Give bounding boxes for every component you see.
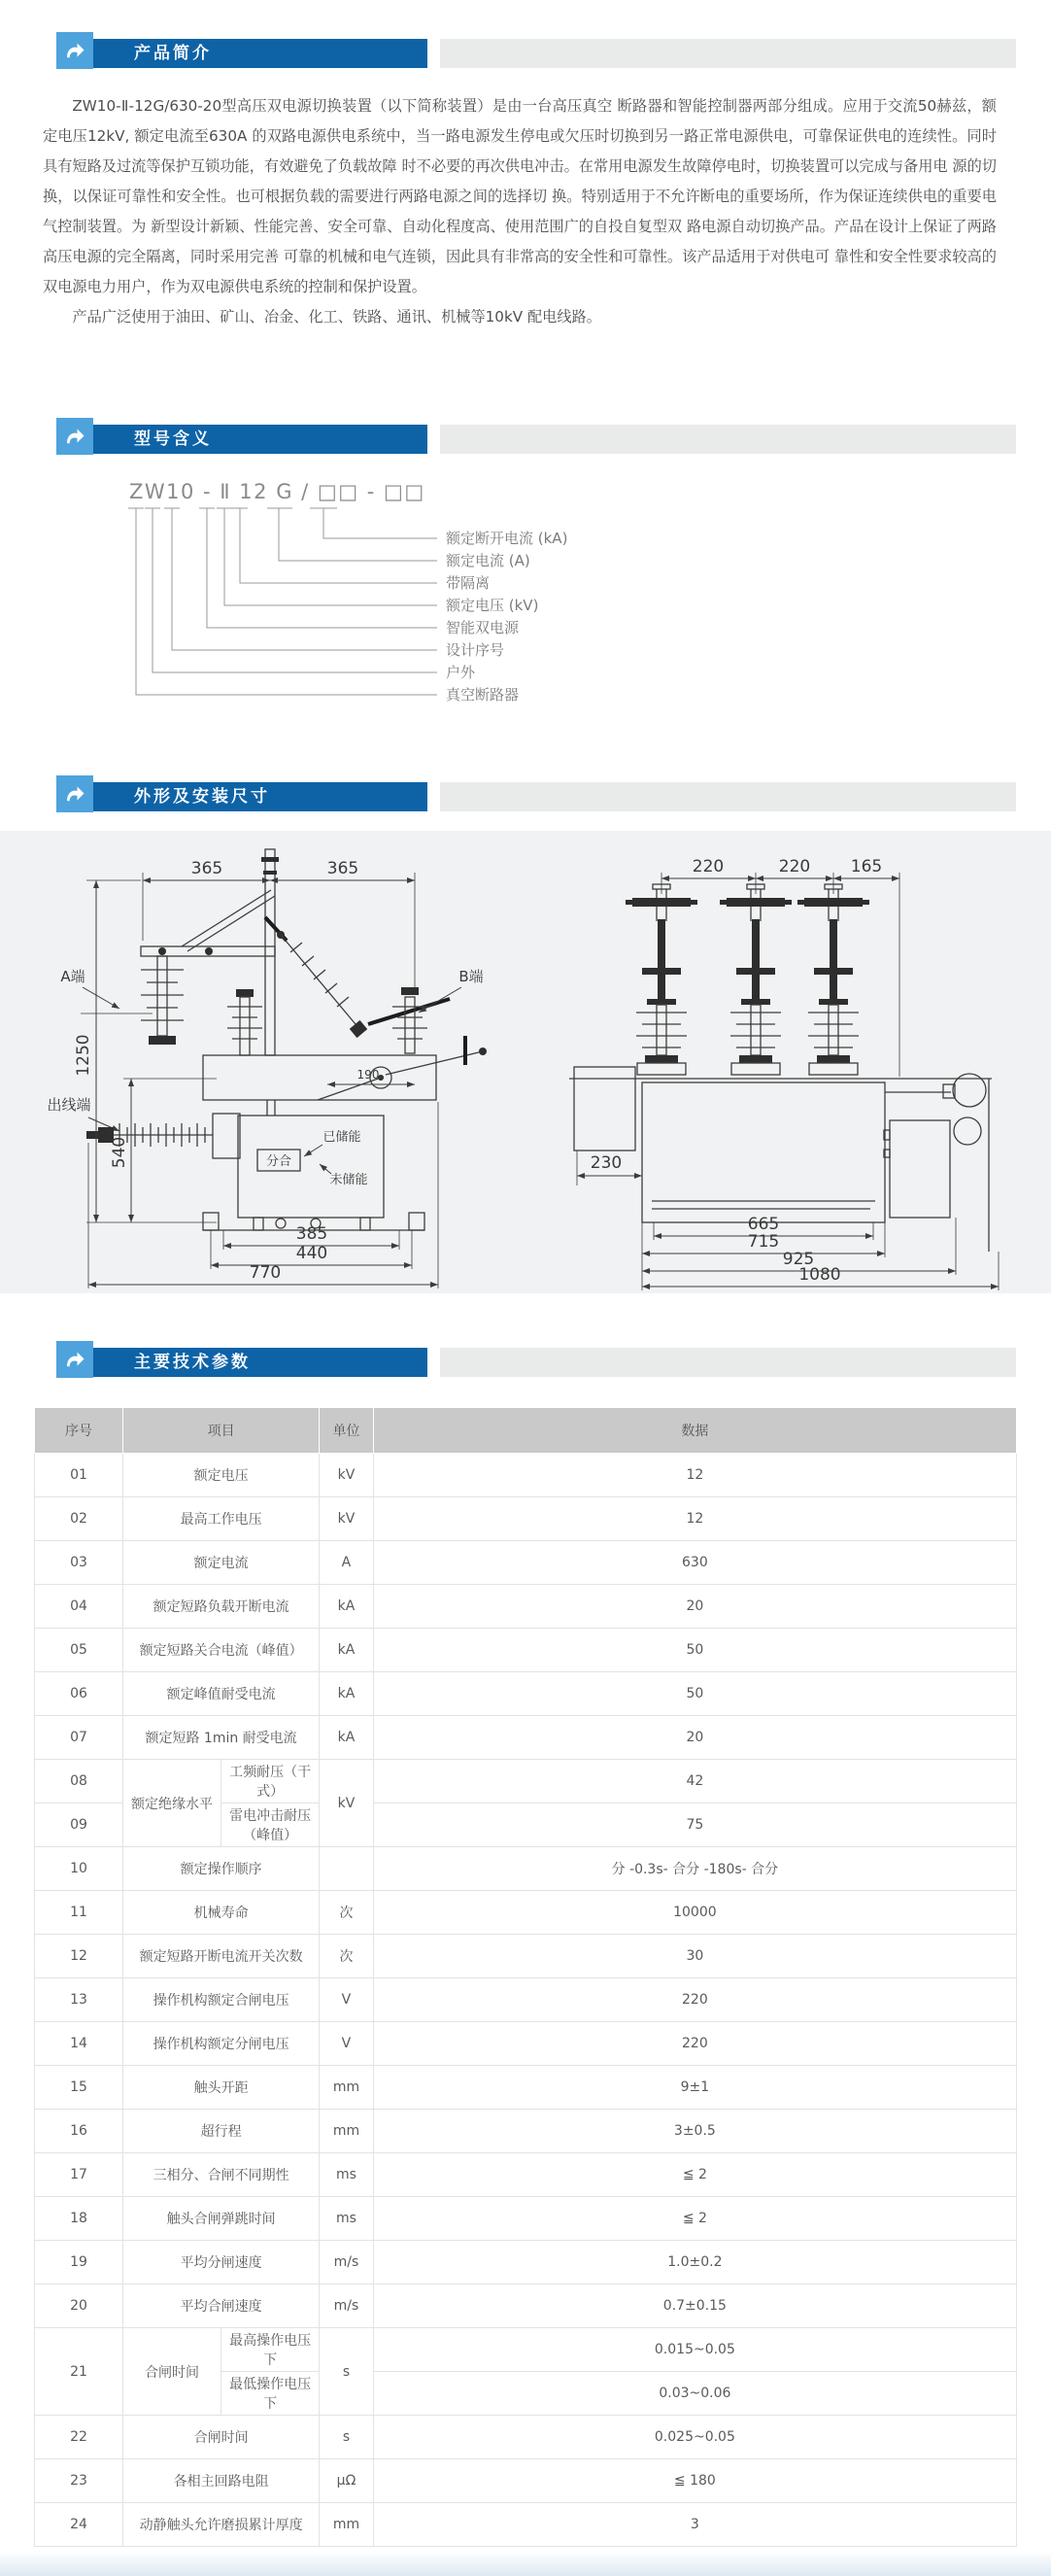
- cell-value: 30: [373, 1935, 1016, 1978]
- cell-item: 三相分、合闸不同期性: [122, 2153, 319, 2197]
- cell-item: 额定短路 1min 耐受电流: [122, 1716, 319, 1760]
- cell-no: 23: [35, 2459, 123, 2503]
- cell-item: 超行程: [122, 2110, 319, 2153]
- dim-1250: 1250: [73, 1034, 93, 1077]
- cell-no: 01: [35, 1454, 123, 1497]
- cell-item: 动静触头允许磨损累计厚度: [122, 2503, 319, 2547]
- cell-no: 08: [35, 1760, 123, 1803]
- section-strip: [440, 425, 1016, 454]
- cell-value: 分 -0.3s- 合分 -180s- 合分: [373, 1847, 1016, 1891]
- side-view-drawing: [26, 834, 517, 1290]
- header-cell-unit: 单位: [320, 1408, 374, 1454]
- cell-unit: kA: [320, 1716, 374, 1760]
- cell-item: 额定峰值耐受电流: [122, 1672, 319, 1716]
- cell-value: 20: [373, 1585, 1016, 1629]
- table-row: [35, 2503, 1017, 2547]
- cell-value: 0.7±0.15: [373, 2284, 1016, 2328]
- table-row: [35, 1541, 1017, 1585]
- label-a-end: A端: [59, 968, 85, 985]
- cell-value: 50: [373, 1672, 1016, 1716]
- dim-165: 165: [850, 857, 882, 876]
- dim-190: 190: [356, 1068, 379, 1082]
- cell-unit: kA: [320, 1672, 374, 1716]
- table-row: [35, 2110, 1017, 2153]
- cell-value: 75: [373, 1803, 1016, 1847]
- cell-value: 3: [373, 2503, 1016, 2547]
- section-strip: [440, 39, 1016, 68]
- cell-item: 操作机构额定合闸电压: [122, 1978, 319, 2022]
- table-row: [35, 2197, 1017, 2241]
- cell-unit: A: [320, 1541, 374, 1585]
- cell-no: 15: [35, 2066, 123, 2110]
- cell-value: 9±1: [373, 2066, 1016, 2110]
- cell-value: 1.0±0.2: [373, 2241, 1016, 2284]
- params-table-body: [35, 1454, 1017, 2547]
- cell-item: 最低操作电压下: [221, 2372, 320, 2416]
- cell-value: 0.03~0.06: [373, 2372, 1016, 2416]
- dim-365-right: 365: [326, 859, 358, 878]
- cell-no: 05: [35, 1629, 123, 1672]
- cell-item: 额定操作顺序: [122, 1847, 319, 1891]
- cell-value: 12: [373, 1454, 1016, 1497]
- cell-item: 额定短路开断电流开关次数: [122, 1935, 319, 1978]
- cell-value: 10000: [373, 1891, 1016, 1935]
- table-row: [35, 1760, 1017, 1803]
- table-row: [35, 1716, 1017, 1760]
- table-row: [35, 1454, 1017, 1497]
- front-view-drawing: [550, 834, 1026, 1290]
- cell-item: 合闸时间: [122, 2416, 319, 2459]
- arrow-icon: [56, 32, 93, 69]
- table-row: [35, 1629, 1017, 1672]
- cell-value: ≦ 180: [373, 2459, 1016, 2503]
- dimension-drawings-panel: [0, 831, 1051, 1293]
- table-row: [35, 2459, 1017, 2503]
- dim-925: 925: [782, 1250, 814, 1269]
- table-row: [35, 2153, 1017, 2197]
- label-outlet: 出线端: [46, 1096, 91, 1114]
- cell-unit: kA: [320, 1629, 374, 1672]
- cell-unit: kV: [320, 1497, 374, 1541]
- cell-no: 21: [35, 2328, 123, 2416]
- cell-item: 雷电冲击耐压（峰值）: [221, 1803, 320, 1847]
- intro-paragraph: ZW10-Ⅱ-12G/630-20型高压双电源切换装置（以下简称装置）是由一台高压真空 断路器和智能控制器两部分组成。应用于交流50赫兹，额定电压12kV, 额定电流至630A 的双路电源供电系统中，当一路电源发生停电或欠压时切换到另一路正常电源供电，可靠保证供电的连续性。同时具有短路及过流等保护互锁功能，有效避免了负载故障 时不必要的再次供电冲击。在常用电源发生故障停电时，切换装置可以完成与备用电 源的切换，以保证可靠性和安全性。也可根据负载的需要进行两路电源之间的选择切 换。特别适用于不允许断电的重要场所，作为保证连续供电的重要电气控制装置。为 新型设计新颖、性能完善、安全可靠、自动化程度高、使用范围广的自投自复型双 路电源自动切换产品。产品在设计上保证了两路高压电源的完全隔离，同时采用完善 可靠的机械和电气连锁，因此具有非常高的安全性和可靠性。该产品适用于对供电可 靠性和安全性要求较高的双电源电力用户，作为双电源供电系统的控制和保护设置。: [43, 97, 997, 295]
- cell-no: 17: [35, 2153, 123, 2197]
- cell-unit: m/s: [320, 2284, 374, 2328]
- cell-unit: mm: [320, 2503, 374, 2547]
- cell-item: 工频耐压（干式）: [221, 1760, 320, 1803]
- cell-no: 13: [35, 1978, 123, 2022]
- params-table: [34, 1408, 1017, 2547]
- cell-unit: kA: [320, 1585, 374, 1629]
- arrow-icon: [56, 775, 93, 812]
- cell-no: 06: [35, 1672, 123, 1716]
- label-switch-box: 分合: [265, 1154, 291, 1169]
- footer-gradient: [0, 2551, 1051, 2576]
- dim-220-mid: 220: [778, 857, 810, 876]
- cell-item: 最高工作电压: [122, 1497, 319, 1541]
- dim-220-left: 220: [692, 857, 724, 876]
- label-b-end: B端: [458, 968, 484, 985]
- cell-group: 额定绝缘水平: [122, 1760, 220, 1847]
- table-row: [35, 1847, 1017, 1891]
- table-row: [35, 1672, 1017, 1716]
- cell-unit: s: [320, 2416, 374, 2459]
- section-header-params: [27, 1338, 1024, 1385]
- cell-unit: V: [320, 2022, 374, 2066]
- model-label: 设计序号: [446, 641, 505, 659]
- cell-value: 20: [373, 1716, 1016, 1760]
- dim-770: 770: [249, 1263, 281, 1283]
- table-row: [35, 1978, 1017, 2022]
- section-header-intro: [27, 29, 1024, 76]
- table-row: [35, 2241, 1017, 2284]
- cell-no: 14: [35, 2022, 123, 2066]
- header-cell-value: 数据: [373, 1408, 1016, 1454]
- cell-item: 额定短路关合电流（峰值）: [122, 1629, 319, 1672]
- table-row: [35, 1891, 1017, 1935]
- cell-value: 220: [373, 1978, 1016, 2022]
- cell-item: 最高操作电压下: [221, 2328, 320, 2372]
- dim-385: 385: [295, 1224, 327, 1244]
- dim-365-left: 365: [190, 859, 222, 878]
- section-banner: [76, 39, 427, 68]
- cell-item: 额定电压: [122, 1454, 319, 1497]
- cell-no: 22: [35, 2416, 123, 2459]
- cell-no: 16: [35, 2110, 123, 2153]
- cell-unit: V: [320, 1978, 374, 2022]
- cell-item: 平均分闸速度: [122, 2241, 319, 2284]
- table-row: [35, 1497, 1017, 1541]
- arrow-icon: [56, 418, 93, 455]
- cell-unit: ms: [320, 2153, 374, 2197]
- cell-value: 42: [373, 1760, 1016, 1803]
- cell-value: 3±0.5: [373, 2110, 1016, 2153]
- cell-item: 平均合闸速度: [122, 2284, 319, 2328]
- section-title: 产品简介: [134, 44, 212, 63]
- cell-no: 04: [35, 1585, 123, 1629]
- section-strip: [440, 1348, 1016, 1377]
- cell-value: 50: [373, 1629, 1016, 1672]
- cell-no: 03: [35, 1541, 123, 1585]
- cell-item: 触头合闸弹跳时间: [122, 2197, 319, 2241]
- cell-no: 18: [35, 2197, 123, 2241]
- cell-unit: 次: [320, 1935, 374, 1978]
- model-label: 智能双电源: [446, 619, 520, 636]
- cell-value: 12: [373, 1497, 1016, 1541]
- cell-no: 07: [35, 1716, 123, 1760]
- model-label: 额定断开电流 (kA): [446, 530, 568, 547]
- table-row: [35, 1585, 1017, 1629]
- cell-value: 0.025~0.05: [373, 2416, 1016, 2459]
- cell-value: ≦ 2: [373, 2153, 1016, 2197]
- section-header-model: [27, 415, 1024, 462]
- cell-no: 24: [35, 2503, 123, 2547]
- section-title: 型号含义: [134, 429, 212, 449]
- cell-unit: μΩ: [320, 2459, 374, 2503]
- model-label: 带隔离: [446, 574, 491, 592]
- cell-unit: s: [320, 2328, 374, 2416]
- table-row: [35, 2328, 1017, 2372]
- table-row: [35, 2284, 1017, 2328]
- model-label: 额定电流 (A): [446, 552, 530, 569]
- cell-unit: mm: [320, 2110, 374, 2153]
- cell-unit: [320, 1847, 374, 1891]
- cell-no: 11: [35, 1891, 123, 1935]
- cell-no: 20: [35, 2284, 123, 2328]
- cell-unit: m/s: [320, 2241, 374, 2284]
- cell-unit: ms: [320, 2197, 374, 2241]
- label-uncharged: 未储能: [328, 1173, 368, 1187]
- cell-item: 各相主回路电阻: [122, 2459, 319, 2503]
- model-label: 户外: [446, 664, 476, 681]
- cell-group: 合闸时间: [122, 2328, 220, 2416]
- cell-item: 机械寿命: [122, 1891, 319, 1935]
- model-meaning-diagram: [34, 475, 1017, 716]
- table-header-row: [35, 1408, 1017, 1454]
- cell-unit: mm: [320, 2066, 374, 2110]
- section-title: 主要技术参数: [134, 1353, 251, 1372]
- cell-value: 0.015~0.05: [373, 2328, 1016, 2372]
- cell-item: 操作机构额定分闸电压: [122, 2022, 319, 2066]
- model-label: 真空断路器: [446, 686, 520, 704]
- cell-no: 10: [35, 1847, 123, 1891]
- intro-paragraph: 产品广泛使用于油田、矿山、冶金、化工、铁路、通讯、机械等10kV 配电线路。: [72, 308, 601, 326]
- dim-440: 440: [295, 1244, 327, 1263]
- table-row: [35, 1935, 1017, 1978]
- section-header-outline: [27, 773, 1024, 819]
- cell-value: 630: [373, 1541, 1016, 1585]
- label-charged: 已储能: [322, 1130, 361, 1145]
- cell-item: 额定短路负载开断电流: [122, 1585, 319, 1629]
- arrow-icon: [56, 1341, 93, 1378]
- cell-item: 触头开距: [122, 2066, 319, 2110]
- cell-item: 额定电流: [122, 1541, 319, 1585]
- header-cell-no: 序号: [35, 1408, 123, 1454]
- model-code: ZW10 - Ⅱ 12 G / □□ - □□: [129, 480, 425, 503]
- cell-value: ≦ 2: [373, 2197, 1016, 2241]
- dim-230: 230: [590, 1153, 622, 1173]
- dim-715: 715: [747, 1232, 779, 1252]
- model-connector-lines: [128, 508, 437, 695]
- section-banner: [76, 1348, 427, 1377]
- section-strip: [440, 782, 1016, 811]
- dim-540: 540: [109, 1136, 129, 1169]
- cell-no: 09: [35, 1803, 123, 1847]
- header-cell-item: 项目: [122, 1408, 319, 1454]
- cell-unit: kV: [320, 1760, 374, 1847]
- table-row: [35, 2416, 1017, 2459]
- cell-unit: kV: [320, 1454, 374, 1497]
- cell-value: 220: [373, 2022, 1016, 2066]
- cell-no: 12: [35, 1935, 123, 1978]
- table-row: [35, 2022, 1017, 2066]
- cell-no: 19: [35, 2241, 123, 2284]
- dim-1080: 1080: [797, 1265, 841, 1285]
- cell-no: 02: [35, 1497, 123, 1541]
- model-label: 额定电压 (kV): [446, 597, 539, 614]
- table-row: [35, 2066, 1017, 2110]
- cell-unit: 次: [320, 1891, 374, 1935]
- section-title: 外形及安装尺寸: [134, 787, 270, 807]
- dim-665: 665: [747, 1215, 779, 1234]
- section-banner: [76, 425, 427, 454]
